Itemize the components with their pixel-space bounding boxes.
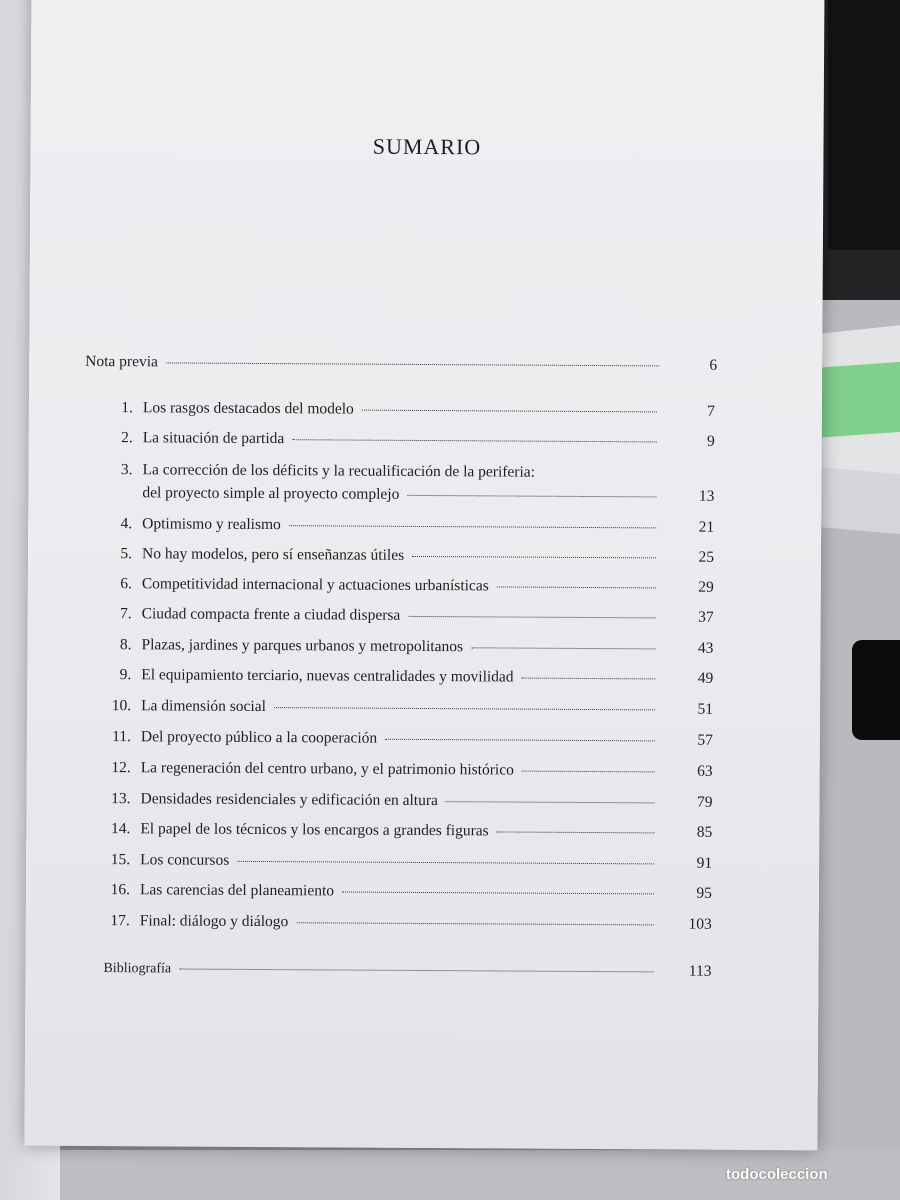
- toc-chapter-title: Competitividad internacional y actuaciones urbanísticas: [141, 575, 489, 595]
- toc-page-number: 25: [698, 548, 715, 566]
- toc-chapter-title: La regeneración del centro urbano, y el patrimonio histórico: [140, 759, 514, 779]
- toc-entry-13: [80, 790, 712, 820]
- page-title: SUMARIO: [372, 133, 482, 160]
- leader-dots: [446, 800, 655, 803]
- toc-chapter-number: 3.: [120, 461, 133, 479]
- toc-chapter-number: 13.: [111, 790, 131, 808]
- leader-dots: [407, 494, 656, 498]
- leader-dots: [166, 361, 659, 366]
- toc-chapter-title: Los concursos: [140, 851, 230, 869]
- leader-dots: [289, 524, 656, 528]
- toc-page-number: 57: [697, 731, 713, 749]
- leader-dots: [362, 409, 657, 413]
- toc-entry-9: [81, 666, 713, 696]
- toc-chapter-title-line1: La corrección de los déficits y la recualificación de la periferia:: [142, 461, 536, 481]
- background-black-object: [852, 640, 900, 740]
- leader-dots: [292, 438, 656, 442]
- toc-page-number: 79: [696, 793, 713, 811]
- toc-entry-2: [83, 429, 715, 459]
- toc-chapter-number: 15.: [110, 851, 131, 869]
- toc-chapter-number: 11.: [112, 728, 131, 746]
- toc-page-number: 63: [697, 762, 713, 780]
- leader-dots: [237, 860, 654, 865]
- toc-entry-label: Nota previa: [85, 352, 158, 371]
- leader-dots: [385, 738, 655, 742]
- toc-entry-7: [82, 605, 714, 635]
- toc-chapter-title: Las carencias del planeamiento: [139, 881, 335, 900]
- toc-entry-8: [81, 636, 713, 666]
- watermark-logo: todocoleccion: [726, 1166, 828, 1183]
- toc-page-number: 113: [688, 962, 712, 980]
- book-page: [24, 0, 824, 1150]
- toc-page-number: 13: [698, 487, 715, 505]
- toc-chapter-number: 14.: [110, 820, 131, 838]
- toc-chapter-title: Del proyecto público a la cooperación: [140, 728, 378, 747]
- toc-entry-16: [80, 881, 712, 911]
- toc-chapter-title: Final: diálogo y diálogo: [139, 912, 289, 931]
- toc-page-number: 7: [707, 402, 715, 420]
- toc-chapter-number: 1.: [121, 399, 133, 417]
- toc-chapter-number: 7.: [119, 605, 132, 623]
- background-green-sheet: [812, 362, 900, 438]
- leader-dots: [497, 585, 656, 588]
- toc-entry-12: [81, 759, 713, 789]
- toc-chapter-title: Optimismo y realismo: [142, 515, 281, 534]
- leader-dots: [408, 615, 655, 619]
- toc-entry-6: [82, 575, 714, 605]
- toc-page-number: 103: [688, 915, 712, 933]
- toc-page-number: 29: [698, 578, 714, 596]
- toc-page-number: 95: [696, 884, 713, 902]
- leader-dots: [522, 770, 655, 773]
- background-monitor: [828, 0, 900, 250]
- toc-page-number: 21: [698, 518, 715, 536]
- toc-chapter-title: Plazas, jardines y parques urbanos y metropolitanos: [141, 636, 464, 656]
- toc-chapter-title: El equipamiento terciario, nuevas centralidades y movilidad: [141, 666, 514, 686]
- toc-entry-3: [82, 484, 714, 514]
- toc-chapter-number: 16.: [110, 881, 131, 899]
- toc-page-number: 51: [697, 700, 714, 718]
- toc-entry-10: [81, 697, 713, 727]
- toc-page-number: 91: [696, 854, 713, 872]
- toc-chapter-title: No hay modelos, pero sí enseñanzas útiles: [141, 545, 405, 564]
- toc-chapter-title: La situación de partida: [142, 429, 285, 448]
- toc-page-number: 85: [696, 823, 713, 841]
- toc-chapter-number: 9.: [119, 666, 132, 684]
- toc-chapter-number: 12.: [111, 759, 131, 777]
- toc-chapter-number: 5.: [120, 545, 133, 563]
- toc-entry-11: [81, 728, 713, 758]
- toc-page-number: 6: [709, 356, 718, 374]
- toc-entry-5: [82, 545, 714, 575]
- leader-dots: [412, 555, 656, 558]
- leader-dots: [179, 968, 653, 973]
- leader-dots: [522, 677, 656, 680]
- leader-dots: [274, 706, 655, 710]
- toc-chapter-title: Ciudad compacta frente a ciudad dispersa: [141, 605, 401, 624]
- toc-entry-bibliografia: [103, 959, 711, 989]
- toc-chapter-title: Los rasgos destacados del modelo: [142, 399, 354, 418]
- leader-dots: [296, 921, 653, 925]
- toc-chapter-title: La dimensión social: [141, 697, 266, 716]
- toc-page-number: 37: [698, 608, 714, 626]
- toc-chapter-title: Densidades residenciales y edificación en altura: [140, 790, 438, 810]
- toc-entry-label: Bibliografía: [103, 961, 172, 977]
- toc-entry-4: [82, 515, 714, 545]
- toc-page-number: 43: [697, 639, 714, 657]
- toc-chapter-number: 17.: [110, 912, 130, 930]
- toc-chapter-number: 6.: [120, 575, 132, 593]
- toc-chapter-title: del proyecto simple al proyecto complejo: [142, 484, 400, 503]
- toc-entry-17: [80, 912, 712, 942]
- toc-chapter-number: 8.: [119, 636, 132, 654]
- toc-chapter-number: 2.: [121, 429, 133, 447]
- toc-entry-1: [83, 399, 715, 429]
- toc-entry-14: [80, 820, 712, 850]
- toc-chapter-title: El papel de los técnicos y los encargos a grandes figuras: [140, 820, 489, 840]
- leader-dots: [497, 830, 655, 833]
- toc-page-number: 49: [697, 669, 714, 687]
- toc-chapter-number: 10.: [111, 697, 132, 715]
- toc-chapter-number: 4.: [120, 515, 133, 533]
- toc-entry-15: [80, 851, 712, 881]
- leader-dots: [471, 646, 655, 649]
- toc-entry-nota-previa: [85, 353, 717, 383]
- toc-page-number: 9: [706, 432, 715, 450]
- leader-dots: [342, 891, 654, 895]
